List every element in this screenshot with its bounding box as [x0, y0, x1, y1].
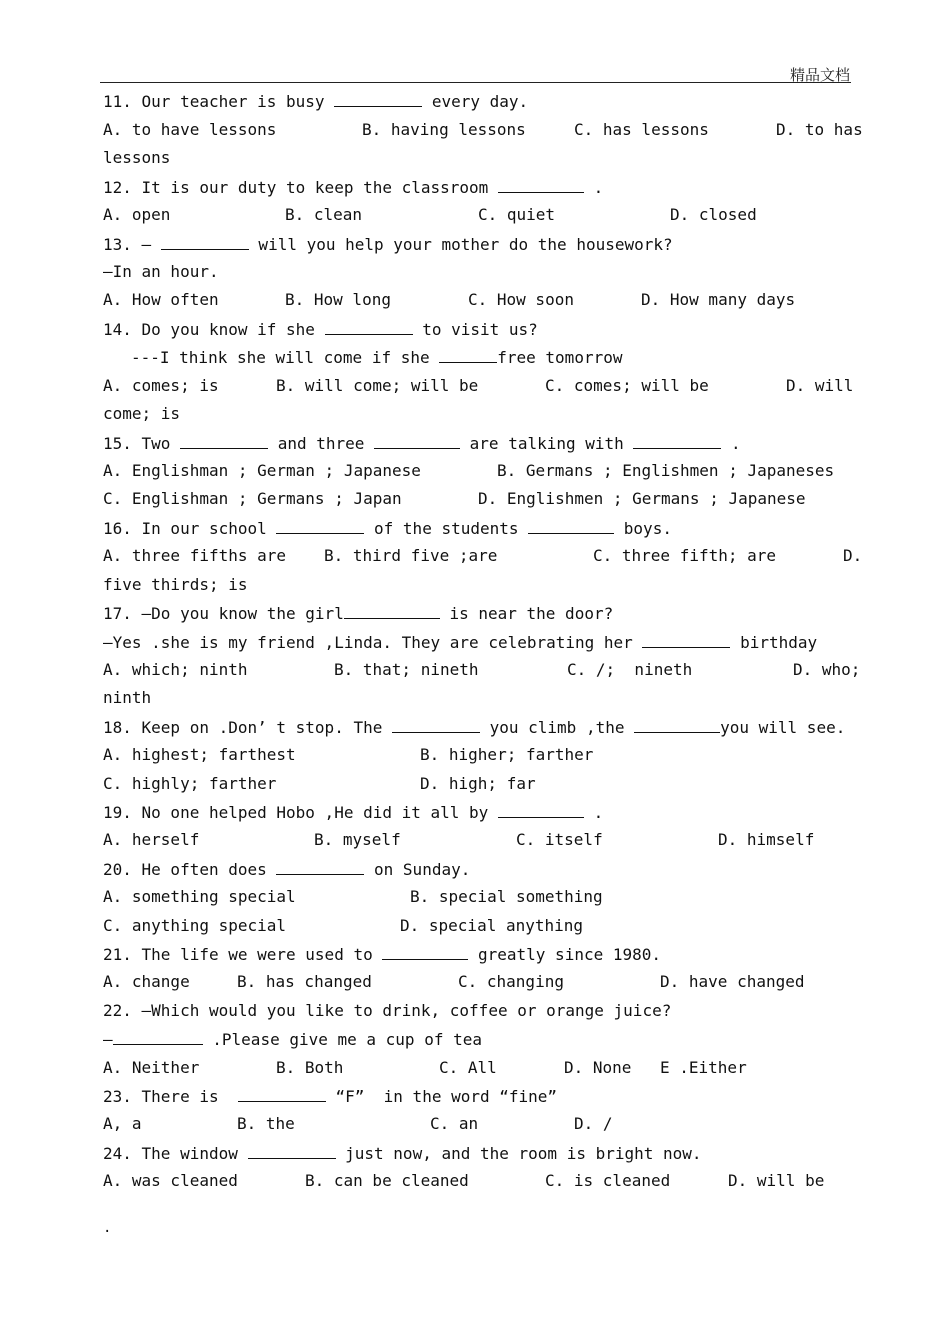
answer-blank — [498, 802, 584, 818]
option-d: D. himself — [718, 830, 815, 849]
reply-line — [103, 632, 817, 653]
option-a: A. open — [103, 205, 171, 224]
option-d: D. Englishmen ; Germans ; Japanese — [478, 489, 806, 508]
reply-line — [131, 347, 622, 368]
stem-text: you climb ,the — [479, 718, 635, 737]
answer-blank — [113, 1029, 203, 1045]
option-d: D. who; — [793, 660, 861, 679]
option-d: D. How many days — [641, 290, 796, 309]
stem-text: 16. In our school — [103, 519, 277, 538]
option-d: D. will — [786, 376, 854, 395]
stem-text: on Sunday. — [364, 860, 471, 879]
answer-blank — [374, 433, 460, 449]
option-c: C. an — [430, 1114, 479, 1133]
option-c: C. changing — [458, 972, 564, 991]
answer-blank — [161, 234, 249, 250]
option-c: C. itself — [516, 830, 603, 849]
question-15-stem — [103, 433, 741, 454]
option-e: E .Either — [660, 1058, 747, 1077]
stem-text: are talking with — [460, 434, 634, 453]
option-b: B. having lessons — [362, 120, 526, 139]
answer-blank — [248, 1143, 336, 1159]
question-19-stem — [103, 802, 603, 823]
option-d: D. / — [574, 1114, 613, 1133]
answer-blank — [439, 347, 497, 363]
answer-blank — [180, 433, 268, 449]
option-d-continued: lessons — [103, 148, 171, 167]
option-d: D. to has — [776, 120, 863, 139]
stem-text: 12. It is our duty to keep the classroom — [103, 178, 498, 197]
question-17-stem — [103, 603, 613, 624]
option-a: A. comes; is — [103, 376, 219, 395]
option-a: A. to have lessons — [103, 120, 277, 139]
option-d-continued: ninth — [103, 688, 152, 707]
option-a: A, a — [103, 1114, 142, 1133]
reply-text: free tomorrow — [497, 348, 623, 367]
option-c: C. /; nineth — [567, 660, 693, 679]
question-16-stem — [103, 518, 672, 539]
answer-blank — [498, 177, 584, 193]
option-c: C. How soon — [468, 290, 574, 309]
answer-blank — [642, 632, 730, 648]
option-b: B. Germans ; Englishmen ; Japaneses — [497, 461, 835, 480]
question-20-stem — [103, 859, 470, 880]
option-b: B. that; nineth — [334, 660, 479, 679]
stem-text: greatly since 1980. — [468, 945, 662, 964]
stem-text: . — [583, 803, 604, 822]
option-d: D. None — [564, 1058, 632, 1077]
stem-text: of the students — [364, 519, 529, 538]
question-23-stem — [103, 1086, 557, 1107]
option-a: A. three fifths are — [103, 546, 287, 565]
reply-text: — — [103, 1030, 113, 1049]
question-14-stem — [103, 319, 538, 340]
option-b: B. higher; farther — [420, 745, 594, 764]
answer-blank — [325, 319, 413, 335]
stem-text: you will see. — [720, 718, 846, 737]
answer-blank — [392, 717, 480, 733]
stem-text: every day. — [422, 92, 529, 111]
option-c: C. comes; will be — [545, 376, 709, 395]
option-c: C. anything special — [103, 916, 287, 935]
header-mark: 精品文档 — [789, 66, 850, 84]
option-d-continued: five thirds; is — [103, 575, 248, 594]
reply-text: .Please give me a cup of tea — [202, 1030, 482, 1049]
option-d: D. will be — [728, 1171, 825, 1190]
answer-blank — [344, 603, 440, 619]
option-c: C. quiet — [478, 205, 556, 224]
answer-line: —In an hour. — [103, 262, 219, 281]
option-b: B. Both — [276, 1058, 344, 1077]
stem-text: 11. Our teacher is busy — [103, 92, 335, 111]
option-d: D. high; far — [420, 774, 536, 793]
reply-text: —Yes .she is my friend ,Linda. They are celebrating her — [103, 633, 643, 652]
answer-blank — [334, 91, 422, 107]
reply-text: birthday — [730, 633, 818, 652]
answer-blank — [528, 518, 614, 534]
question-12-stem — [103, 177, 603, 198]
stem-text: 21. The life we were used to — [103, 945, 383, 964]
option-b: B. will come; will be — [276, 376, 479, 395]
option-a: A. Englishman ; German ; Japanese — [103, 461, 421, 480]
stem-text: 20. He often does — [103, 860, 277, 879]
option-b: B. can be cleaned — [305, 1171, 469, 1190]
answer-blank — [382, 944, 468, 960]
stem-text: will you help your mother do the housework? — [248, 235, 673, 254]
stem-text: 19. No one helped Hobo ,He did it all by — [103, 803, 498, 822]
question-24-stem — [103, 1143, 702, 1164]
option-a: A. How often — [103, 290, 219, 309]
option-b: B. has changed — [237, 972, 372, 991]
question-18-stem — [103, 717, 845, 738]
option-b: B. clean — [285, 205, 363, 224]
stem-text: just now, and the room is bright now. — [335, 1144, 702, 1163]
option-b: B. myself — [314, 830, 401, 849]
stem-text: 23. There is — [103, 1087, 238, 1106]
stem-text: . — [583, 178, 604, 197]
option-c: C. is cleaned — [545, 1171, 671, 1190]
option-b: B. How long — [285, 290, 391, 309]
option-d: D. closed — [670, 205, 757, 224]
stem-text: 13. — — [103, 235, 161, 254]
stem-text: 18. Keep on .Don’ t stop. The — [103, 718, 392, 737]
stem-text: . — [721, 434, 741, 453]
option-c: C. Englishman ; Germans ; Japan — [103, 489, 402, 508]
stem-text: 14. Do you know if she — [103, 320, 325, 339]
option-a: A. was cleaned — [103, 1171, 238, 1190]
answer-blank — [634, 717, 720, 733]
option-c: C. All — [439, 1058, 497, 1077]
option-b: B. the — [237, 1114, 295, 1133]
option-d-continued: come; is — [103, 404, 181, 423]
option-a: A. which; ninth — [103, 660, 248, 679]
answer-blank — [276, 859, 364, 875]
question-13-stem — [103, 234, 673, 255]
option-a: A. something special — [103, 887, 296, 906]
answer-blank — [633, 433, 721, 449]
question-22-stem: 22. —Which would you like to drink, coffee or orange juice? — [103, 1001, 672, 1020]
option-c: C. three fifth; are — [593, 546, 777, 565]
option-a: A. change — [103, 972, 190, 991]
option-c: C. has lessons — [574, 120, 709, 139]
question-11-stem — [103, 91, 528, 112]
footer-dot: . — [103, 1220, 112, 1236]
stem-text: boys. — [614, 519, 672, 538]
stem-text: 15. Two — [103, 434, 181, 453]
option-d: D. have changed — [660, 972, 805, 991]
stem-text: “F” in the word “fine” — [325, 1087, 558, 1106]
stem-text: to visit us? — [412, 320, 538, 339]
answer-blank — [276, 518, 364, 534]
stem-text: 24. The window — [103, 1144, 248, 1163]
option-b: B. third five ;are — [324, 546, 498, 565]
option-a: A. Neither — [103, 1058, 200, 1077]
option-c: C. highly; farther — [103, 774, 277, 793]
header-rule — [100, 82, 851, 83]
option-b: B. special something — [410, 887, 603, 906]
option-d: D. — [843, 546, 863, 565]
stem-text: is near the door? — [439, 604, 614, 623]
stem-text: 17. —Do you know the girl — [103, 604, 344, 623]
answer-blank — [238, 1086, 326, 1102]
option-d: D. special anything — [400, 916, 584, 935]
option-a: A. herself — [103, 830, 200, 849]
reply-line — [103, 1029, 482, 1050]
stem-text: and three — [268, 434, 375, 453]
question-21-stem — [103, 944, 661, 965]
reply-text: ---I think she will come if she — [131, 348, 440, 367]
option-a: A. highest; farthest — [103, 745, 296, 764]
